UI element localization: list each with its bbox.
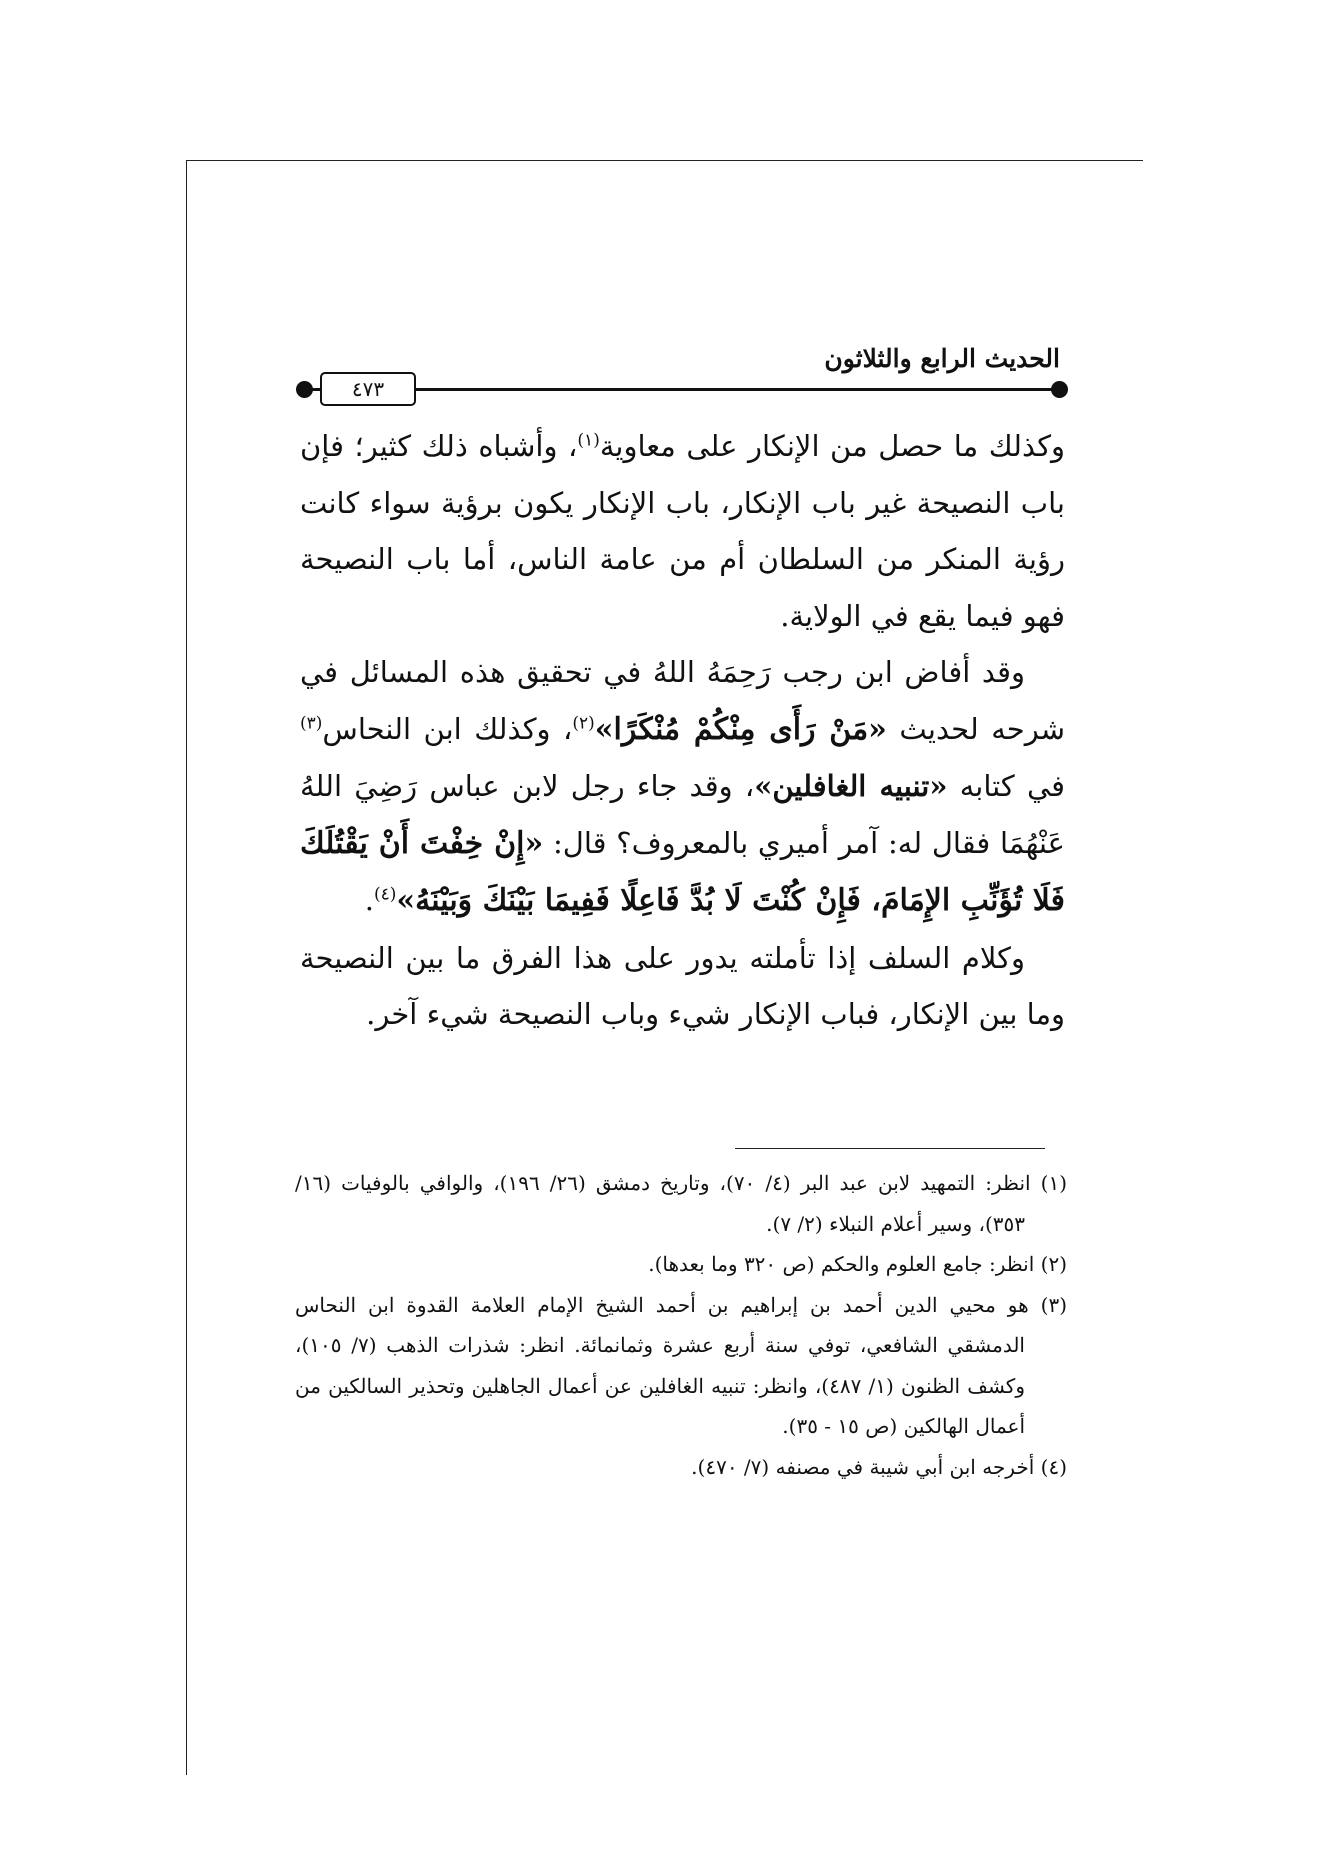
athar-quote: «إِنْ خِفْتَ أَنْ يَقْتُلَكَ فَلَا تُؤَنِّبِ الإِمَامَ، فَإِنْ كُنْتَ لَا بُدَّ فَاعِلًا فَفِيمَا بَيْنَكَ وَبَيْنَهُ»	[300, 825, 1065, 918]
page-frame-left-line	[186, 160, 187, 1775]
paragraph-1-text-rest: ، وأشباه ذلك كثير؛ فإن باب النصيحة غير باب الإنكار، باب الإنكار يكون برؤية سواء كانت رؤية المنكر من السلطان أم من عامة الناس، أما باب النصيحة فهو فيما يقع في الولاية.	[300, 429, 1065, 633]
main-text	[300, 418, 1065, 1043]
hadith-quote: «مَنْ رَأَى مِنْكُمْ مُنْكَرًا»	[594, 711, 887, 747]
running-title: الحديث الرابع والثلاثون	[824, 344, 1060, 373]
footnote-ref-3: (٣)	[300, 712, 323, 733]
footnote-1: (١) انظر: التمهيد لابن عبد البر (٤/ ٧٠)، وتاريخ دمشق (٢٦/ ١٩٦)، والوافي بالوفيات (١٦/ ٣٥٣)، وسير أعلام النبلاء (٢/ ٧).	[295, 1171, 1067, 1236]
paragraph-1-text: وكذلك ما حصل من الإنكار على معاوية	[599, 429, 1066, 463]
header-ornament-dot	[296, 381, 313, 398]
paragraph-3: وكلام السلف إذا تأملته يدور على هذا الفرق ما بين النصيحة وما بين الإنكار، فباب الإنكار شيء وباب النصيحة شيء آخر.	[300, 940, 1065, 1031]
paragraph-2-text-d: ، وقد جاء رجل لابن عباس رَضِيَ اللهُ عَنْهُمَا فقال له: آمر أميري بالمعروف؟ قال:	[300, 769, 1065, 860]
page-frame-top-line	[186, 160, 1143, 161]
paragraph-2-text-b: ، وكذلك ابن النحاس	[322, 711, 573, 746]
paragraph-1	[300, 418, 1065, 644]
footnote-ref-2: (٢)	[572, 712, 595, 733]
footnote-4: (٤) أخرجه ابن أبي شيبة في مصنفه (٧/ ٤٧٠).	[691, 1454, 1067, 1479]
paragraph-2-text-a: وقد أفاض ابن رجب رَحِمَهُ اللهُ في تحقيق هذه المسائل في شرحه لحديث	[300, 655, 1065, 746]
footnote-3: (٣) هو محيي الدين أحمد بن إبراهيم بن أحمد الشيخ الإمام العلامة القدوة ابن النحاس الدمشقي الشافعي، توفي سنة أربع عشرة وثمانمائة. انظر: شذرات الذهب (٧/ ١٠٥)، وكشف الظنون (١/ ٤٨٧)، وانظر: تنبيه الغافلين عن أعمال الجاهلين وتحذير السالكين من أعمال الهالكين (ص ١٥ - ٣٥).	[295, 1292, 1067, 1438]
footnote-ref-4: (٤)	[373, 884, 397, 905]
footnote-ref-1: (١)	[577, 430, 600, 451]
header-ornament-dot	[1051, 381, 1068, 398]
book-title: «تنبيه الغافلين»	[754, 769, 948, 803]
page-header	[290, 340, 1070, 410]
footnotes	[295, 1163, 1067, 1487]
paragraph-2-end: .	[364, 883, 374, 917]
footnote-separator	[735, 1148, 1045, 1149]
paragraph-2	[300, 644, 1065, 930]
paragraph-2-text-c: في كتابه	[947, 769, 1066, 803]
footnote-2: (٢) انظر: جامع العلوم والحكم (ص ٣٢٠ وما بعدها).	[648, 1252, 1067, 1276]
header-rule	[310, 388, 1056, 391]
page-number: ٤٧٣	[320, 372, 416, 406]
